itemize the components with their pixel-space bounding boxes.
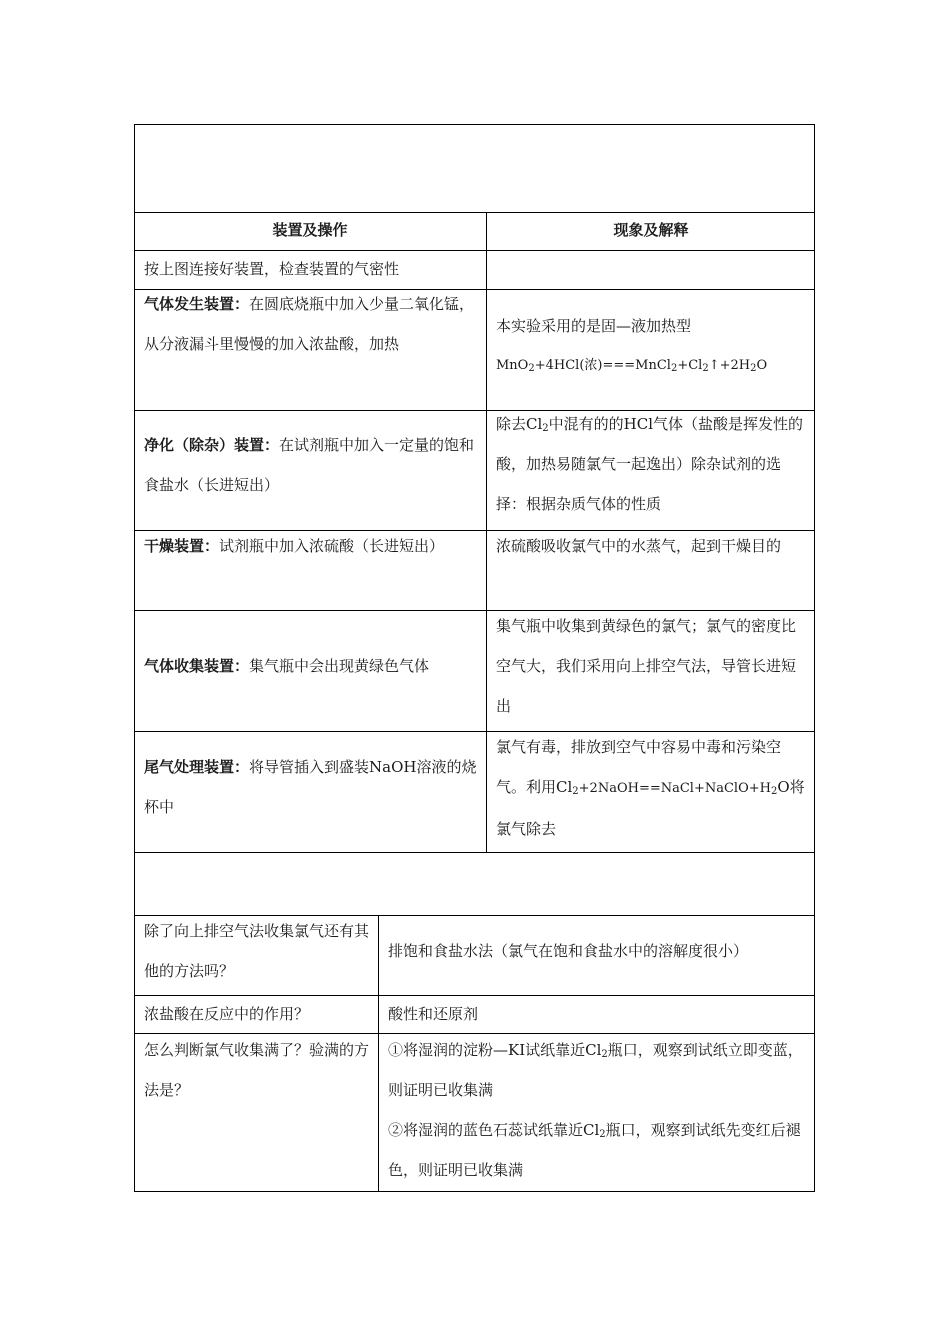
header-phenomenon: 现象及解释 bbox=[613, 221, 689, 239]
row3-operation bbox=[144, 425, 479, 505]
row-divider bbox=[134, 852, 815, 853]
q2-answer: 酸性和还原剂 bbox=[388, 1005, 479, 1023]
row1-operation: 按上图连接好装置，检查装置的气密性 bbox=[144, 260, 400, 278]
row2-label: 气体发生装置： bbox=[144, 295, 250, 313]
q3-answer bbox=[388, 1030, 808, 1190]
column-divider bbox=[378, 915, 379, 1192]
reaction-equation: MnO$_2$+4HCl(浓)$===MnCl_2+Cl_2↑+2H_2O$ bbox=[496, 358, 768, 374]
q1-answer: 排饱和食盐水法（氯气在饱和食盐水中的溶解度很小） bbox=[388, 942, 749, 960]
row4-operation bbox=[144, 526, 479, 566]
row6-label: 尾气处理装置： bbox=[144, 758, 250, 776]
row6-operation bbox=[144, 747, 479, 827]
row4-label: 干燥装置： bbox=[144, 537, 220, 555]
row2-type-line: 本实验采用的是固—液加热型 bbox=[496, 317, 692, 335]
row5-operation bbox=[144, 646, 479, 686]
q3-answer-2: ②将湿润的蓝色石蕊试纸靠近$Cl_2$瓶口，观察到试纸先变红后褪色，则证明已收集满 bbox=[388, 1121, 801, 1179]
row6-text: 将导管插入到盛装NaOH溶液的烧杯中 bbox=[144, 758, 477, 816]
header-operation: 装置及操作 bbox=[272, 221, 348, 239]
row5-text: 集气瓶中会出现黄绿色气体 bbox=[249, 657, 430, 675]
row3-label: 净化（除杂）装置： bbox=[144, 436, 280, 454]
row2-operation bbox=[144, 284, 479, 364]
row3-explanation: 除去$Cl_2$中混有的的HCl气体（盐酸是挥发性的酸，加热易随氯气一起逸出）除杂试剂的选择：根据杂质气体的性质 bbox=[496, 415, 804, 513]
q2-question: 浓盐酸在反应中的作用？ bbox=[144, 1005, 310, 1023]
row2-text: 在圆底烧瓶中加入少量二氧化锰，从分液漏斗里慢慢的加入浓盐酸，加热 bbox=[144, 295, 475, 353]
row3-text: 在试剂瓶中加入一定量的饱和食盐水（长进短出） bbox=[144, 436, 475, 494]
row2-explanation bbox=[496, 306, 808, 386]
q1-question: 除了向上排空气法收集氯气还有其他的方法吗？ bbox=[144, 922, 370, 980]
q3-answer-1: ①将湿润的淀粉—KI试纸靠近$Cl_2$瓶口，观察到试纸立即变蓝，则证明已收集满 bbox=[388, 1041, 803, 1099]
row5-label: 气体收集装置： bbox=[144, 657, 250, 675]
row4-text: 试剂瓶中加入浓硫酸（长进短出） bbox=[219, 537, 445, 555]
row4-explanation: 浓硫酸吸收氯气中的水蒸气，起到干燥目的 bbox=[496, 537, 782, 555]
row6-explanation: 氯气有毒，排放到空气中容易中毒和污染空气。利用$Cl_2+2NaOH==NaCl+NaClO+H_2O$将氯气除去 bbox=[496, 738, 805, 838]
column-divider bbox=[486, 212, 487, 852]
row5-explanation: 集气瓶中收集到黄绿色的氯气；氯气的密度比空气大，我们采用向上排空气法，导管长进短出 bbox=[496, 617, 797, 715]
q3-question: 怎么判断氯气收集满了？验满的方法是？ bbox=[144, 1041, 370, 1099]
